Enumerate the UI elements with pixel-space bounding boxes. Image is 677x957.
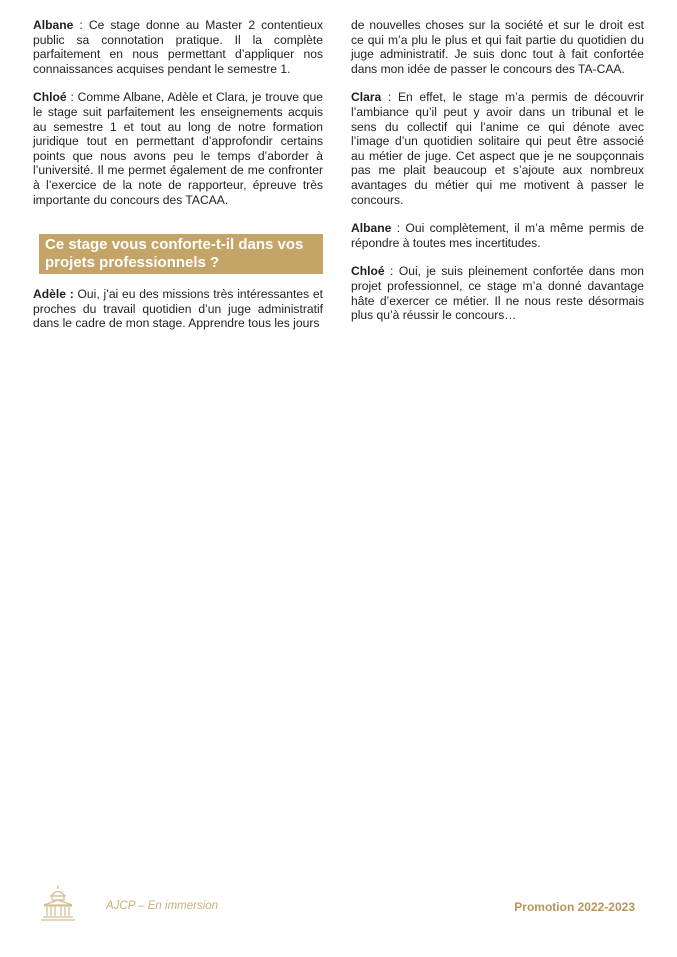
speaker-name: Albane <box>351 221 392 236</box>
interview-answer-adele <box>33 287 323 331</box>
interview-answer-clara <box>351 90 644 207</box>
right-column <box>351 18 644 337</box>
publication-name: AJCP – En immersion <box>106 900 219 912</box>
interview-answer-albane <box>33 18 323 76</box>
left-column <box>33 18 323 345</box>
speaker-name: Chloé <box>351 264 385 279</box>
section-heading: Ce stage vous conforte-t-il dans vos projets professionnels ? <box>39 234 323 274</box>
pantheon-building-icon <box>40 884 76 922</box>
speaker-name: Chloé <box>33 90 67 105</box>
answer-text: Oui, j’ai eu des missions très intéressantes et proches du travail quotidien d’un juge administratif dans le cadre de mon stage. Apprendre tous les jours <box>33 287 323 331</box>
speaker-name: Clara <box>351 90 382 105</box>
answer-text: : Oui, je suis pleinement confortée dans mon projet professionnel, ce stage m’a donné davantage hâte d’exercer ce métier. Il ne nous reste désormais plus qu’à réussir le concours… <box>351 264 644 323</box>
answer-text: : Ce stage donne au Master 2 contentieux public sa connotation pratique. Il la complète parfaitement en nous permettant d’appliquer nos connaissances acquises pendant le semestre 1. <box>33 18 323 76</box>
interview-answer-adele-continued <box>351 18 644 76</box>
interview-answer-chloe-2 <box>351 264 644 322</box>
answer-text: : Comme Albane, Adèle et Clara, je trouve que le stage suit parfaitement les enseignements acquis au semestre 1 et tout au long de notre formation juridique tout en permettant d’approfondir certains points que nous avons peu le temps d’aborder à l’université. Il me permet également de me confronter à l’exercice de la note de rapporteur, épreuve très importante du concours des TACAA. <box>33 90 323 207</box>
interview-answer-albane-2 <box>351 221 644 250</box>
answer-text: de nouvelles choses sur la société et sur le droit est ce qui m’a plu le plus et qui fait partie du quotidien du juge administratif. Je suis donc tout à fait confortée dans mon idée de passer le concours des TA-CAA. <box>351 18 644 76</box>
speaker-name: Adèle : <box>33 287 74 302</box>
interview-answer-chloe <box>33 90 323 207</box>
answer-text: : En effet, le stage m’a permis de découvrir l’ambiance qu’il peut y avoir dans un tribunal et le sens du collectif qui l’anime ce qui dénote avec l’image d’un quotidien solitaire qui peut être associé au métier de juge. Cet aspect que je ne soupçonnais pas me plait beaucoup et s’ajoute aux nombreux avantages du métier qui me motivent à passer le concours. <box>351 90 644 207</box>
answer-text: : Oui complètement, il m’a même permis de répondre à toutes mes incertitudes. <box>351 221 644 250</box>
speaker-name: Albane <box>33 18 74 32</box>
promotion-label: Promotion 2022-2023 <box>514 900 635 914</box>
